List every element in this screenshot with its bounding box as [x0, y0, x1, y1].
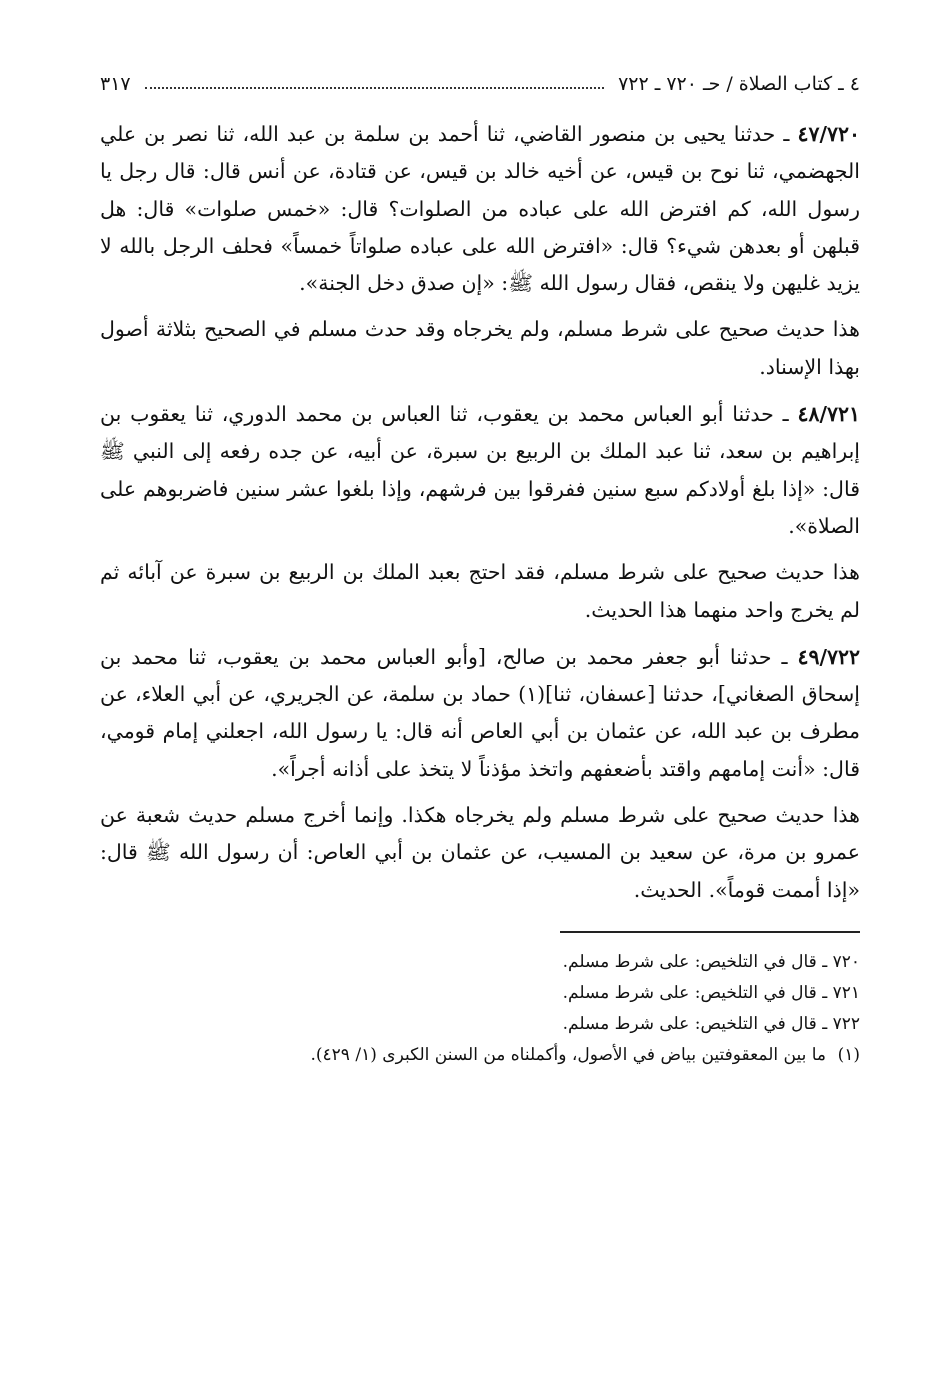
- hadith-entry-721: [100, 396, 860, 629]
- footnotes: [100, 947, 860, 1071]
- book-page: [100, 62, 860, 1071]
- footnote-720: ٧٢٠ ـ قال في التلخيص: على شرط مسلم.: [562, 951, 860, 972]
- hadith-text: [100, 116, 860, 302]
- running-header: [100, 62, 860, 106]
- footnote-marker: (١): [837, 1044, 860, 1065]
- footnote-722: ٧٢٢ ـ قال في التلخيص: على شرط مسلم.: [562, 1013, 860, 1034]
- hadith-number: ٤٧/٧٢٠: [797, 122, 860, 146]
- hadith-number: ٤٩/٧٢٢: [797, 644, 860, 669]
- footnote-text: ما بين المعقوفتين بياض في الأصول، وأكملناه من السنن الكبرى (١/ ٤٢٩).: [310, 1044, 826, 1065]
- footnote-721: ٧٢١ ـ قال في التلخيص: على شرط مسلم.: [562, 982, 860, 1003]
- hadith-commentary: هذا حديث صحيح على شرط مسلم ولم يخرجاه هكذا. وإنما أخرج مسلم حديث شعبة عن عمرو بن مرة، عن سعيد بن المسيب، عن عثمان بن أبي العاص: أن رسول الله ﷺ قال: «إذا أممت قوماً». الحديث.: [100, 803, 860, 902]
- page-number: ٣١٧: [100, 73, 131, 95]
- footnote-1: [100, 1040, 860, 1071]
- footnote-divider: [560, 931, 860, 933]
- hadith-text: [100, 639, 860, 788]
- hadith-entry-722: [100, 639, 860, 909]
- hadith-body: ـ حدثنا أبو العباس محمد بن يعقوب، ثنا العباس بن محمد الدوري، ثنا يعقوب بن إبراهيم بن سعد، ثنا عبد الملك بن الربيع بن سبرة، عن أبيه، عن جده رفعه إلى النبي ﷺ قال: «إذا بلغ أولادكم سبع سنين ففرقوا بين فرشهم، وإذا بلغوا عشر سنين فاضربوهم على الصلاة».: [100, 402, 860, 538]
- hadith-number: ٤٨/٧٢١: [797, 402, 860, 427]
- hadith-commentary: هذا حديث صحيح على شرط مسلم، فقد احتج بعبد الملك بن الربيع بن سبرة عن آبائه ثم لم يخرج واحد منهما هذا الحديث.: [100, 560, 860, 622]
- chapter-heading: ٤ ـ كتاب الصلاة / حـ ٧٢٠ ـ ٧٢٢: [618, 73, 860, 95]
- hadith-commentary: هذا حديث صحيح على شرط مسلم، ولم يخرجاه وقد حدث مسلم في الصحيح بثلاثة أصول بهذا الإسناد.: [100, 317, 860, 379]
- hadith-text: [100, 396, 860, 545]
- leader-dots: [145, 87, 604, 89]
- hadith-body: ـ حدثنا يحيى بن منصور القاضي، ثنا أحمد بن سلمة بن عبد الله، ثنا نصر بن علي الجهضمي، ثنا نوح بن قيس، عن أخيه خالد بن قيس، عن قتادة، عن أنس قال: قال رجل يا رسول الله، كم افترض الله على عباده من الصلوات؟ قال: «خمس صلوات» قال: هل قبلهن أو بعدهن شيء؟ قال: «افترض الله على عباده صلواتاً خمساً» فحلف الرجل بالله لا يزيد غليهن ولا ينقص، فقال رسول الله ﷺ: «إن صدق دخل الجنة».: [100, 122, 860, 296]
- hadith-entry-720: [100, 116, 860, 386]
- hadith-body: ـ حدثنا أبو جعفر محمد بن صالح، [وأبو العباس محمد بن يعقوب، ثنا محمد بن إسحاق الصغاني]، حدثنا [عسفان، ثنا](١) حماد بن سلمة، عن الجريري، عن أبي العلاء، عن مطرف بن عبد الله، عن عثمان بن أبي العاص أنه قال: يا رسول الله، اجعلني إمام قومي، قال: «أنت إمامهم واقتد بأضعفهم واتخذ مؤذناً لا يتخذ على أذانه أجراً».: [100, 644, 860, 781]
